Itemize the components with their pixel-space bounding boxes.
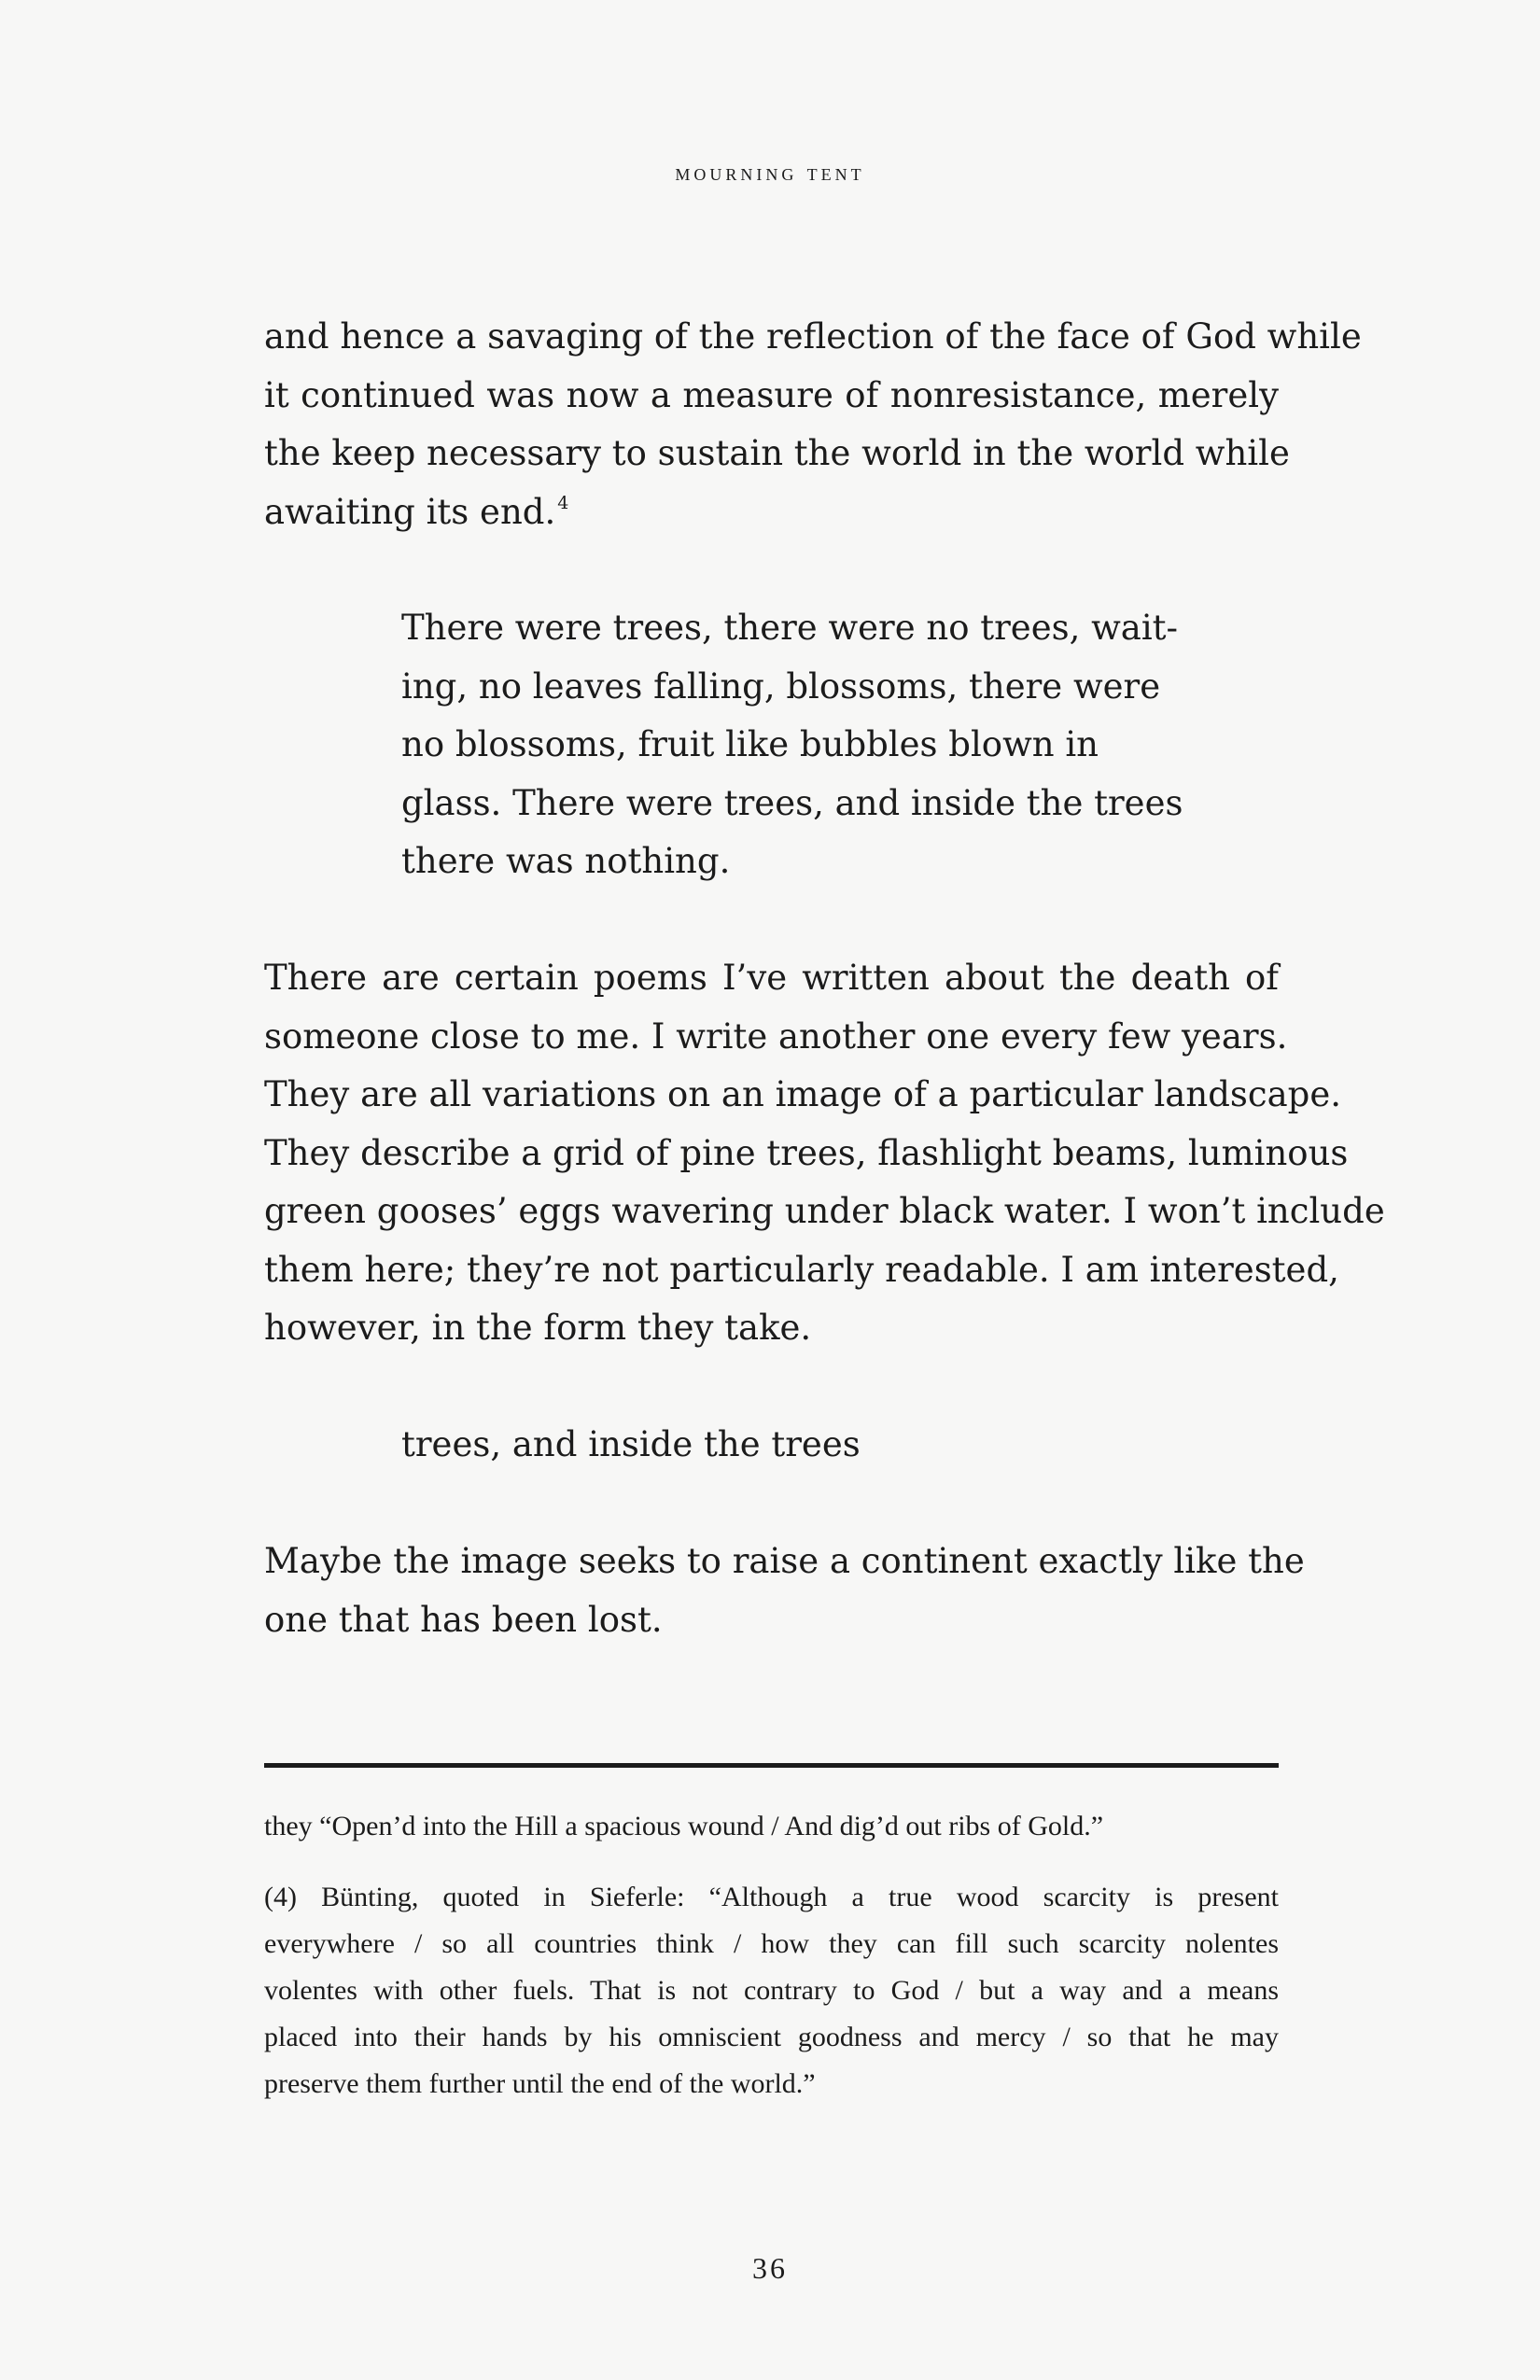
paragraph-last-line <box>264 483 1279 542</box>
paragraph-line: someone close to me. I write another one every few years. <box>264 1015 1288 1057</box>
paragraph-line-text: awaiting its end. <box>264 491 556 532</box>
paragraph-line: There are certain poems I’ve written about the death of <box>264 958 1279 998</box>
poem-line: ing, no leaves falling, blossoms, there were <box>401 665 1161 707</box>
page-number: 36 <box>752 2251 788 2285</box>
paragraph-line: it continued was now a measure of nonresistance, merely <box>264 374 1279 415</box>
footnote-reference: 4 <box>557 492 569 513</box>
paragraph-line: and hence a savaging of the reflection of the face of God while <box>264 316 1362 357</box>
footnote-divider <box>264 1763 1279 1768</box>
paragraph-3 <box>264 1533 1305 1649</box>
footnote-line: volentes with other fuels. That is not contrary to God / but a way and a means <box>264 1975 1279 2006</box>
paragraph-line: the keep necessary to sustain the world in the world while <box>264 433 1290 473</box>
paragraph-line: them here; they’re not particularly readable. I am interested, <box>264 1249 1339 1290</box>
footnote-continued <box>264 1803 1279 1850</box>
poem-line: no blossoms, fruit like bubbles blown in <box>401 724 1099 764</box>
footnote-4 <box>264 1874 1279 2107</box>
running-head: mourning tent <box>675 161 865 186</box>
footnote-line: everywhere / so all countries think / how they can fill such scarcity nolentes <box>264 1928 1279 1959</box>
paragraph-line: They are all variations on an image of a particular landscape. <box>264 1074 1341 1114</box>
paragraph-line: green gooses’ eggs wavering under black water. I won’t include <box>264 1191 1385 1231</box>
paragraph-1 <box>264 308 1362 541</box>
footnote-line: placed into their hands by his omniscient goodness and mercy / so that he may <box>264 2022 1279 2052</box>
footnote-line: preserve them further until the end of the world.” <box>264 2068 816 2099</box>
poem-block-2 <box>401 1416 1148 1475</box>
paragraph-2 <box>264 949 1385 1358</box>
poem-block-1 <box>401 599 1183 891</box>
poem-line: There were trees, there were no trees, wait- <box>401 608 1179 648</box>
footnote-line: (4) Bünting, quoted in Sieferle: “Although a true wood scarcity is present <box>264 1882 1279 1912</box>
footnote-line: they “Open’d into the Hill a spacious wound / And dig’d out ribs of Gold.” <box>264 1811 1104 1841</box>
paragraph-line: They describe a grid of pine trees, flashlight beams, luminous <box>264 1132 1349 1173</box>
poem-line: trees, and inside the trees <box>401 1424 861 1464</box>
poem-line: there was nothing. <box>401 841 731 881</box>
paragraph-line: one that has been lost. <box>264 1599 663 1640</box>
poem-line: glass. There were trees, and inside the trees <box>401 782 1183 823</box>
paragraph-line: Maybe the image seeks to raise a continent exactly like the <box>264 1541 1305 1581</box>
paragraph-line: however, in the form they take. <box>264 1308 812 1348</box>
